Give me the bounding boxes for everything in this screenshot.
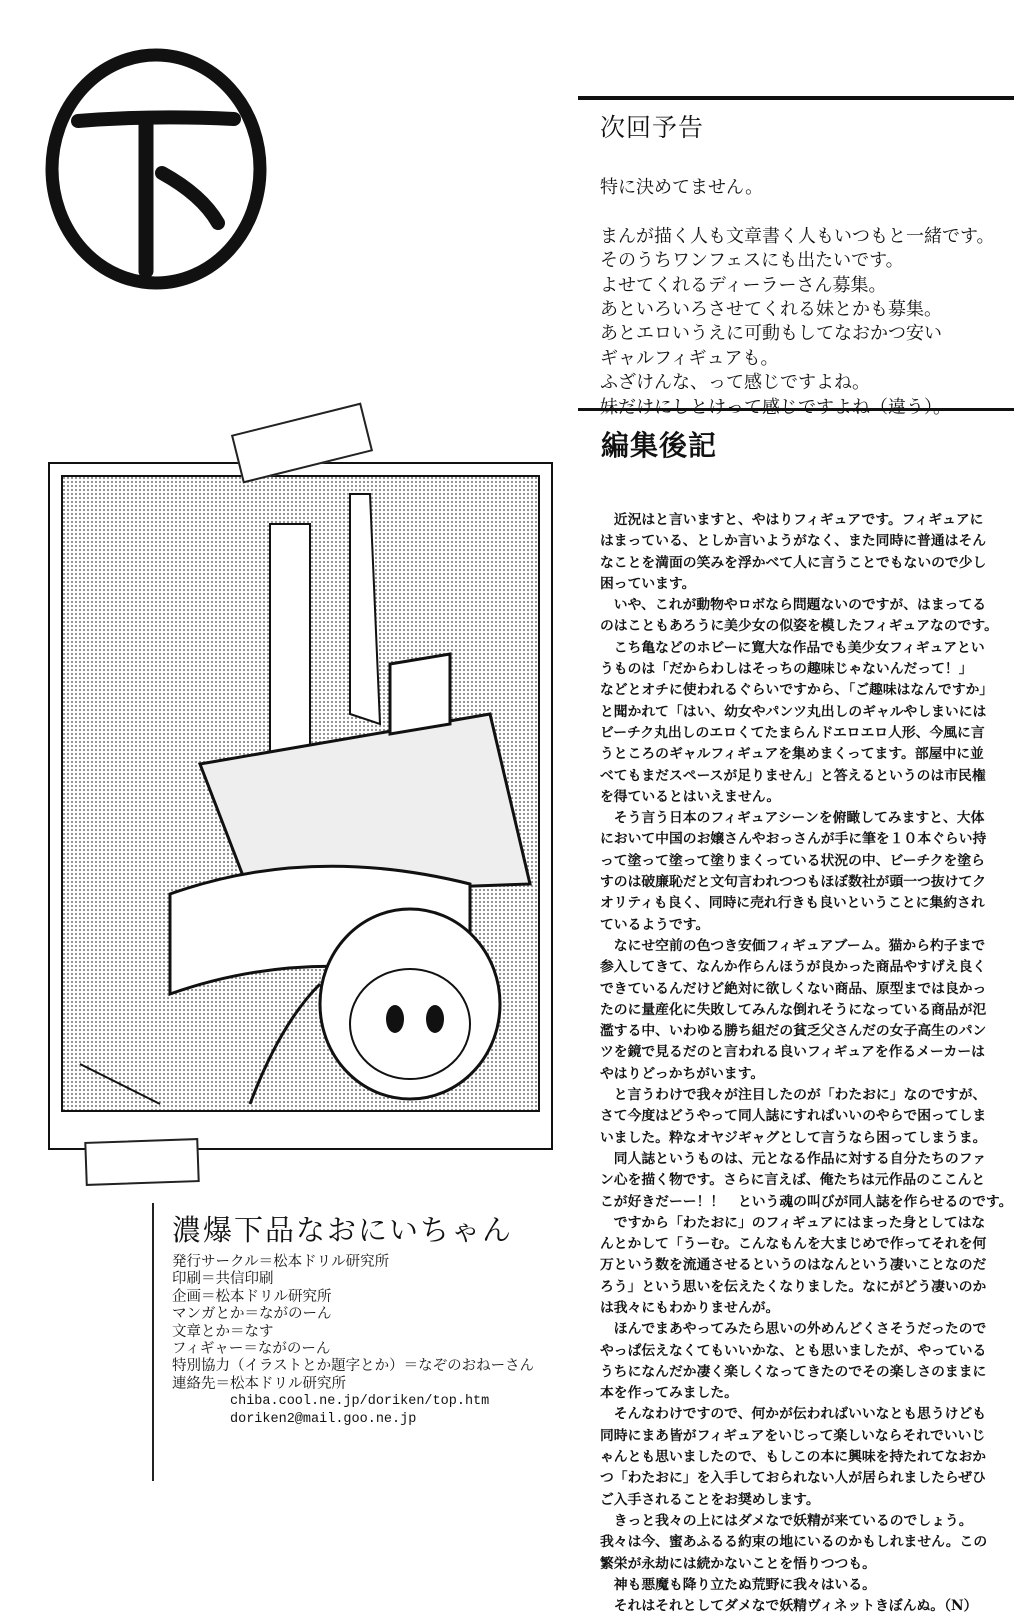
book-title: 濃爆下品なおにいちゃん: [172, 1213, 514, 1247]
next-issue-line: まんが描く人も文章書く人もいつもと一緒です。: [600, 225, 995, 247]
afterword-line: 困っています。: [600, 575, 696, 592]
afterword-line: 繁栄が永劫には続かないことを悟りつつも。: [600, 1555, 876, 1572]
afterword-line: 本を作ってみました。: [600, 1385, 738, 1402]
afterword-line: べてもまだスペースが足りません」と答えるというのは市民権: [600, 767, 986, 784]
afterword-line: やっぱ伝えなくてもいいかな、とも思いましたが、やっている: [600, 1342, 987, 1359]
afterword-line: ツを鏡で見るだのと言われる良いフィギュアを作るメーカーは: [600, 1044, 985, 1061]
contact-email[interactable]: doriken2@mail.goo.ne.jp: [230, 1411, 417, 1427]
next-issue-line: そのうちワンフェスにも出たいです。: [600, 250, 904, 272]
afterword-line: いました。粋なオヤジギャグとして言うなら困ってしまうま。: [600, 1129, 987, 1146]
afterword-line: って塗って塗って塗りまくっている状況の中、ビーチクを塗ら: [600, 852, 985, 869]
credit-line: 文章とか＝なす: [172, 1323, 274, 1340]
next-issue-line: ふざけんな、って感じですよね。: [600, 372, 870, 394]
next-issue-line: 特に決めてません。: [600, 177, 764, 198]
afterword-line: と言うわけで我々が注目したのが「わたおに」なのですが、: [600, 1087, 987, 1104]
afterword-line: ですから「わたおに」のフィギュアにはまった身としてはな: [600, 1214, 986, 1231]
afterword-line: は我々にもわかりませんが。: [600, 1299, 780, 1316]
tape-strip-bottom: [84, 1138, 199, 1186]
colophon-credits: [172, 1254, 572, 1428]
next-issue-title: 次回予告: [600, 113, 705, 142]
afterword-body: [600, 510, 1016, 1617]
website-url[interactable]: chiba.cool.ne.jp/doriken/top.htm: [230, 1394, 490, 1410]
credit-line: 企画＝松本ドリル研究所: [172, 1288, 332, 1305]
next-issue-line: [600, 200, 1014, 224]
mecha-and-girl-illustration: [48, 462, 553, 1150]
colophon-rule: [152, 1203, 154, 1481]
afterword-line: うものは「だからわしはそっちの趣味じゃないんだって！」: [600, 661, 973, 678]
section-divider: [578, 408, 1014, 411]
afterword-line: ご入手されることをお奨めします。: [600, 1491, 820, 1508]
afterword-line: そんなわけですので、何かが伝わればいいなとも思うけども: [600, 1406, 987, 1423]
afterword-line: つ「わたおに」を入手しておられない人が居られましたらぜひ: [600, 1470, 986, 1487]
credit-line: 連絡先＝松本ドリル研究所: [172, 1375, 346, 1392]
credit-line: フィギャー＝ながのーん: [172, 1341, 331, 1358]
afterword-line: うところのギャルフィギュアを集めまくってます。部屋中に並: [600, 746, 984, 763]
afterword-line: 同人誌というものは、元となる作品に対する自分たちのファ: [600, 1150, 987, 1167]
next-issue-body: [600, 176, 1014, 420]
afterword-line: 参入してきて、なんか作らんほうが良かった商品やすげえ良く: [600, 959, 987, 976]
afterword-line: んとかして「うーむ。こんなもんを大まじめで作ってそれを何: [600, 1236, 987, 1253]
afterword-line: たのに量産化に失敗してみんな倒れそうになっている商品が氾: [600, 1001, 987, 1018]
afterword-title: 編集後記: [601, 429, 718, 462]
afterword-line: において中国のお嬢さんやおっさんが手に筆を１０本ぐらい持: [600, 831, 987, 848]
afterword-line: やはりどっかちがいます。: [600, 1065, 765, 1082]
credit-line: マンガとか＝ながのーん: [172, 1306, 332, 1323]
afterword-line: ているようです。: [600, 916, 710, 933]
afterword-line: ゃんとも思いましたので、もしこの本に興味を持たれてなおか: [600, 1449, 987, 1466]
afterword-line: などとオチに使われるぐらいですから、「ご趣味はなんですか」: [600, 682, 994, 699]
afterword-line: のはこともあろうに美少女の似姿を模したフィギュアなのです。: [600, 618, 998, 635]
afterword-line: できているんだけど絶対に欲しくない商品、原型までは良かっ: [600, 980, 987, 997]
afterword-line: 濫する中、いわゆる勝ち組だの貧乏父さんだの女子高生のパン: [600, 1023, 987, 1040]
afterword-line: 近況はと言いますと、やはりフィギュアです。フィギュアに: [600, 512, 984, 528]
afterword-line: ほんでまあやってみたら思いの外めんどくさそうだったので: [600, 1321, 987, 1338]
afterword-line: ろう」という思いを伝えたくなりました。なにがどう凄いのか: [600, 1278, 987, 1295]
circle-shita-logo: [42, 45, 274, 293]
credit-line: 発行サークル＝松本ドリル研究所: [172, 1254, 390, 1270]
next-issue-line: ギャルフィギュアも。: [600, 347, 779, 369]
afterword-line: を得ているとはいえません。: [600, 788, 781, 805]
afterword-line: それはそれとしてダメなで妖精ヴィネットきぼんぬ。（N）: [600, 1598, 978, 1615]
afterword-line: と聞かれて「はい、幼女やパンツ丸出しのギャルやしまいには: [600, 703, 987, 720]
afterword-line: ビーチク丸出しのエロくてたまらんドエロエロ人形、今風に言: [600, 724, 985, 741]
afterword-line: 神も悪魔も降り立たぬ荒野に我々はいる。: [600, 1576, 876, 1593]
afterword-line: なにせ空前の色つき安価フィギュアブーム。猫から杓子まで: [600, 937, 986, 954]
afterword-line: ン心を描く物です。さらに言えば、俺たちは元作品のここんと: [600, 1172, 986, 1189]
afterword-line: すのは破廉恥だと文句言われつつもほぼ数社が頭一つ抜けてク: [600, 874, 987, 891]
next-issue-line: よせてくれるディーラーさん募集。: [600, 274, 887, 296]
afterword-line: なことを満面の笑みを浮かべて人に言うことでもないので少し: [600, 554, 987, 571]
top-divider: [578, 96, 1014, 100]
afterword-line: 我々は今、蜜あふるる約束の地にいるのかもしれません。この: [600, 1534, 988, 1551]
afterword-line: こが好きだーー！！ という魂の叫びが同人誌を作らせるのです。: [600, 1193, 1013, 1210]
next-issue-line: あといろいろさせてくれる妹とかも募集。: [600, 299, 942, 321]
afterword-line: きっと我々の上にはダメなで妖精が来ているのでしょう。: [600, 1512, 973, 1529]
illustration-art: [50, 464, 551, 1148]
afterword-line: オリティも良く、同時に売れ行きも良いということに集約され: [600, 895, 985, 912]
credit-line: 特別協力（イラストとか題字とか）＝なぞのおねーさん: [172, 1358, 535, 1375]
afterword-line: さて今度はどうやって同人誌にすればいいのやらで困ってしま: [600, 1108, 987, 1125]
afterword-line: うちになんだか凄く楽しくなってきたのでその楽しさのままに: [600, 1363, 987, 1380]
afterword-line: 万という数を流通させるというのはなんという凄いことなのだ: [600, 1257, 987, 1274]
afterword-line: こち亀などのホビーに寛大な作品でも美少女フィギュアとい: [600, 639, 985, 656]
next-issue-line: あとエロいうえに可動もしてなおかつ安い: [600, 323, 942, 345]
afterword-line: いや、これが動物やロボなら問題ないのですが、はまってる: [600, 597, 987, 614]
credit-line: 印刷＝共信印刷: [172, 1271, 274, 1288]
afterword-line: そう言う日本のフィギュアシーンを俯瞰してみますと、大体: [600, 810, 985, 827]
afterword-line: はまっている、としか言いようがなく、また同時に普通はそん: [600, 533, 987, 550]
afterword-line: 同時にまあ皆がフィギュアをいじって楽しいならそれでいいじ: [600, 1427, 986, 1444]
